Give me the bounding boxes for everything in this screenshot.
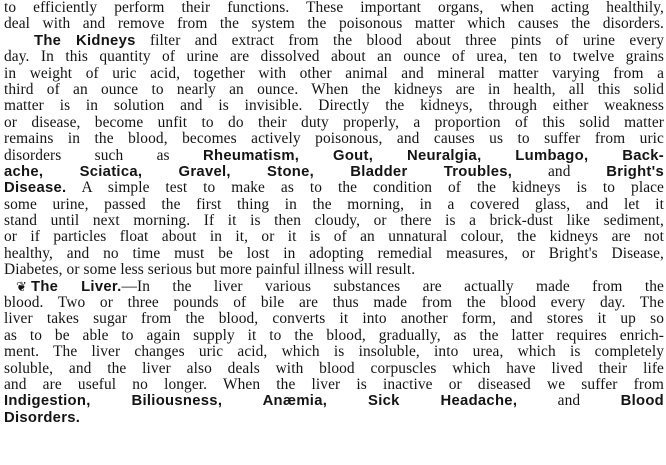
disease-list-bold: Disorders. bbox=[4, 409, 81, 426]
disease-list-bold: Bright's bbox=[606, 163, 664, 180]
text-line: liver takes sugar from the blood, converts it into another form, and stores it up so bbox=[4, 310, 664, 328]
disease-list-bold: Disease. bbox=[4, 180, 67, 197]
text-line: matter is in solution and is invisible. Directly the kidneys, through either weakness bbox=[4, 97, 664, 115]
text-line bbox=[4, 279, 664, 295]
text-line bbox=[4, 180, 664, 196]
text-line: stand until next morning. If it is then cloudy, or there is a brick-dust like sediment, bbox=[4, 212, 664, 230]
text-line: remains in the blood, becomes actively poisonous, and causes us to suffer from uric bbox=[4, 130, 664, 148]
liver-heading: The Liver. bbox=[31, 278, 122, 295]
text-span: and bbox=[517, 392, 621, 410]
text-span: —In the liver various substances are actually made from the bbox=[121, 277, 664, 295]
text-line: soluble, and the liver also deals with blood corpuscles which have lived their life bbox=[4, 359, 664, 377]
disease-list-bold: Blood bbox=[620, 393, 664, 410]
text-line bbox=[4, 393, 664, 409]
text-line: Diabetes, or some less serious but more painful illness will result. bbox=[4, 261, 416, 279]
text-line: healthy, and no time must be lost in adopting remedial measures, or Bright's Disease, bbox=[4, 244, 664, 262]
disease-list-bold: Rheumatism, Gout, Neuralgia, Lumbago, Back- bbox=[203, 147, 664, 164]
text-line: and are useful no longer. When the liver is inactive or diseased we suffer from bbox=[4, 375, 664, 393]
text-line: deal with and remove from the system the poisonous matter which causes the disorders. bbox=[4, 15, 664, 33]
text-span: A simple test to make as to the condition of the kidneys is to place bbox=[66, 179, 664, 197]
text-line bbox=[4, 148, 664, 164]
text-span: disorders such as bbox=[4, 146, 203, 164]
text-span: filter and extract from the blood about three pints of urine every bbox=[135, 31, 664, 49]
kidneys-paragraph bbox=[4, 33, 664, 279]
intro-paragraph bbox=[4, 0, 664, 33]
text-line: in weight of uric acid, together with other animal and mineral matter varying from a bbox=[4, 64, 664, 82]
text-line: ment. The liver changes uric acid, which is insoluble, into urea, which is completely bbox=[4, 343, 664, 361]
disease-list-bold: ache, Sciatica, Gravel, Stone, Bladder Troubles, bbox=[4, 163, 513, 180]
text-span: and bbox=[512, 162, 607, 180]
disease-list-bold: Indigestion, Biliousness, Anæmia, Sick Headache, bbox=[4, 393, 518, 410]
liver-paragraph bbox=[4, 279, 664, 427]
text-line: third of an ounce to nearly an ounce. When the kidneys are in health, all this solid bbox=[4, 80, 664, 98]
newspaper-clipping bbox=[4, 0, 664, 465]
text-line bbox=[4, 164, 664, 180]
text-line bbox=[4, 410, 664, 426]
text-line: day. In this quantity of urine are dissolved about an ounce of urea, ten to twelve grains bbox=[4, 48, 664, 66]
text-line bbox=[4, 33, 664, 49]
text-line: some urine, passed the first thing in the morning, in a covered glass, and let it bbox=[4, 195, 664, 213]
text-line: or if particles float about in it, or it is of an unnatural colour, the kidneys are not bbox=[4, 228, 664, 246]
text-line: blood. Two or three pounds of bile are thus made from the blood every day. The bbox=[4, 294, 664, 312]
text-line: to efficiently perform their functions. These important organs, when acting healthily, bbox=[4, 0, 664, 16]
text-line: or disease, become unfit to do their duty properly, a proportion of this solid matter bbox=[4, 113, 664, 131]
text-line: as to be able to again supply it to the blood, gradually, as the latter requires enrich- bbox=[4, 326, 664, 344]
kidneys-heading: The Kidneys bbox=[34, 32, 136, 49]
fleuron-icon: ❦ bbox=[16, 279, 27, 295]
